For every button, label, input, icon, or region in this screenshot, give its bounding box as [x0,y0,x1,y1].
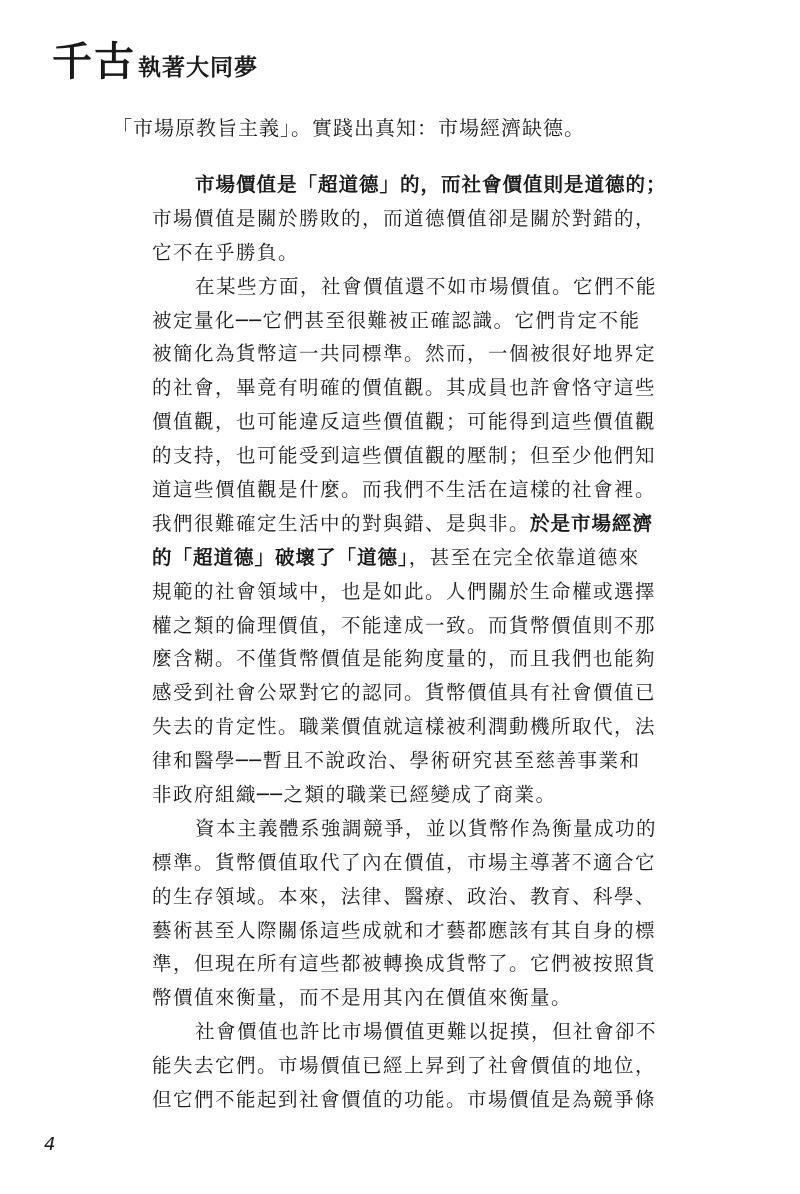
bold-text-segment: 市場價值是「超道德」的，而社會價值則是道德的； [195,173,667,196]
text-line [152,541,672,575]
text-line [152,710,672,744]
text-line [152,236,672,270]
book-title-sub: 執著大同夢 [138,54,258,81]
text-line [152,473,672,507]
text-segment: 失去的肯定性。職業價值就這樣被利潤動機所取代，法 [152,715,657,739]
text-line [152,642,672,676]
text-segment: 市場價值是關於勝敗的，而道德價值卻是關於對錯的， [152,206,657,230]
text-line [152,778,672,812]
running-header [52,30,258,87]
text-line [152,371,672,405]
text-segment: 被定量化──它們甚至很難被正確認識。它們肯定不能 [152,308,641,332]
opening-line: 「市場原教旨主義」。實踐出真知：市場經濟缺德。 [112,116,585,140]
text-segment: 被簡化為貨幣這一共同標準。然而，一個被很好地界定 [152,342,657,366]
text-line [152,914,672,948]
text-segment: ，甚至在完全依靠道德來 [408,545,640,569]
text-line [152,337,672,371]
text-line [152,846,672,880]
text-segment: 能失去它們。市場價值已經上昇到了社會價值的地位， [152,1054,657,1078]
text-line [152,405,672,439]
text-line [152,1015,672,1049]
text-segment: 權之類的倫理價值，不能達成一致。而貨幣價值則不那 [152,613,657,637]
book-title-main: 千古 [52,38,136,85]
text-segment: 非政府組織──之類的職業已經變成了商業。 [152,783,557,807]
text-line [152,270,672,304]
text-line [152,304,672,338]
text-segment: 藝術甚至人際關係這些成就和才藝都應該有其自身的標 [152,918,657,942]
text-line [152,1083,672,1117]
text-segment: 我們很難確定生活中的對與錯、是與非。 [152,511,531,535]
text-segment: 的社會，畢竟有明確的價值觀。其成員也許會恪守這些 [152,376,657,400]
bold-text-segment: 於是市場經濟 [530,511,654,535]
text-segment: 感受到社會公眾對它的認同。貨幣價值具有社會價值已 [152,681,657,705]
text-line [152,168,672,202]
text-line [152,439,672,473]
text-segment: 在某些方面，社會價值還不如市場價值。它們不能 [195,274,658,298]
text-line [152,507,672,541]
text-line [152,981,672,1015]
text-segment: 的支持，也可能受到這些價值觀的壓制；但至少他們知 [152,444,657,468]
text-line [152,947,672,981]
text-segment: 標準。貨幣價值取代了內在價值，市場主導著不適合它 [152,850,657,874]
page-number: 4 [44,1134,56,1155]
text-segment: 它不在乎勝負。 [152,240,300,264]
text-segment: 律和醫學──暫且不說政治、學術研究甚至慈善事業和 [152,749,641,773]
text-line [152,575,672,609]
text-segment: 社會價值也許比市場價值更難以捉摸，但社會卻不 [195,1020,658,1044]
text-line [152,609,672,643]
text-line [152,812,672,846]
text-line [152,202,672,236]
text-line [152,676,672,710]
text-segment: 規範的社會領域中，也是如此。人們關於生命權或選擇 [152,579,657,603]
text-line [152,744,672,778]
text-segment: 幣價值來衡量，而不是用其內在價值來衡量。 [152,986,573,1010]
text-line [152,880,672,914]
body-text [152,168,672,1117]
text-segment: 的生存領域。本來，法律、醫療、政治、教育、科學、 [152,884,657,908]
text-segment: 資本主義體系強調競爭，並以貨幣作為衡量成功的 [195,816,658,840]
text-segment: 麼含糊。不僅貨幣價值是能夠度量的，而且我們也能夠 [152,647,657,671]
bold-text-segment: 的「超道德」破壞了「道德」 [152,545,409,569]
text-segment: 準，但現在所有這些都被轉換成貨幣了。它們被按照貨 [152,952,657,976]
text-line [152,1049,672,1083]
text-segment: 但它們不能起到社會價值的功能。市場價值是為競爭條 [152,1088,657,1112]
text-segment: 道這些價值觀是什麼。而我們不生活在這樣的社會裡。 [152,478,657,502]
text-segment: 價值觀，也可能違反這些價值觀；可能得到這些價值觀 [152,410,657,434]
